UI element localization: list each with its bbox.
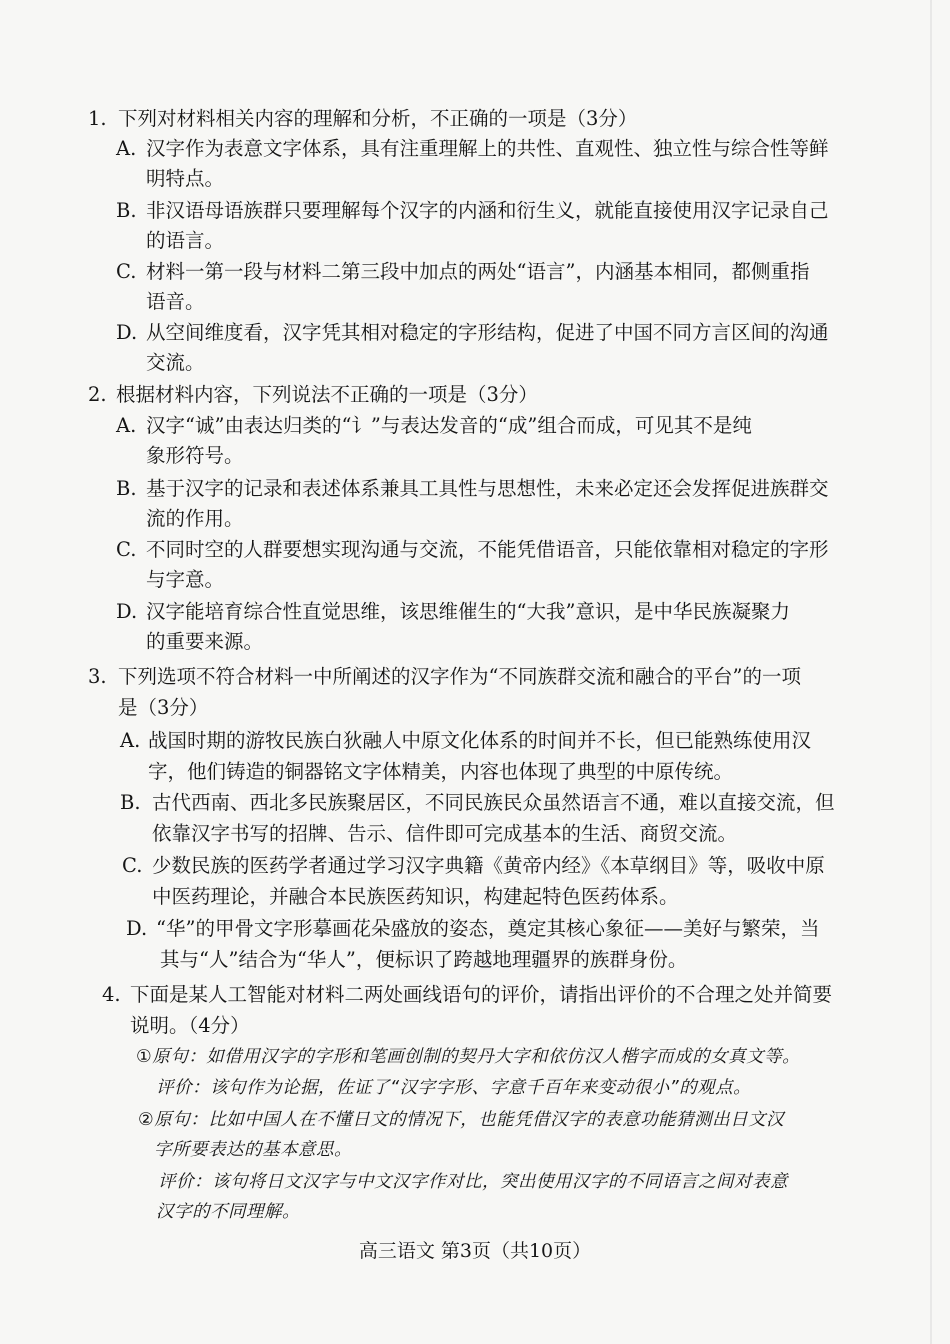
item-1-original: ①原句：如借用汉字的字形和笔画创制的契丹大字和依仿汉人楷字而成的女真文等。 [136,1047,801,1067]
option-text-cont: 交流。 [146,351,205,374]
option-text: 基于汉字的记录和表述体系兼具工具性与思想性，未来必定还会发挥促进族群交 [146,477,829,500]
question-number: 3. [88,665,107,688]
option-letter: D. [126,917,148,940]
item-2-evaluation-cont: 汉字的不同理解。 [156,1202,300,1222]
option-text: 古代西南、西北多民族聚居区，不同民族民众虽然语言不通，难以直接交流，但 [152,791,835,814]
option-text-cont: 象形符号。 [146,444,244,467]
option-letter: B. [120,791,141,814]
question-stem-cont: 说明。（4分） [130,1014,250,1037]
option-text: 从空间维度看，汉字凭其相对稳定的字形结构，促进了中国不同方言区间的沟通 [146,321,829,344]
option-letter: A. [116,137,137,160]
option-text: 非汉语母语族群只要理解每个汉字的内涵和衍生义，就能直接使用汉字记录自己 [146,199,829,222]
option-letter: D. [116,600,138,623]
scan-edge [930,0,932,1344]
question-stem: 下列对材料相关内容的理解和分析，不正确的一项是（3分） [118,107,638,130]
option-text: 材料一第一段与材料二第三段中加点的两处“语言”，内涵基本相同，都侧重指 [146,260,810,283]
option-letter: C. [122,854,143,877]
item-1-evaluation: 评价：该句作为论据，佐证了“汉字字形、字意千百年来变动很小”的观点。 [156,1078,752,1098]
question-number: 1. [88,107,107,130]
option-text-cont: 字，他们铸造的铜器铭文字体精美，内容也体现了典型的中原传统。 [148,760,734,783]
option-letter: A. [116,414,137,437]
option-letter: A. [120,729,141,752]
option-text: “华”的甲骨文字形摹画花朵盛放的姿态，奠定其核心象征——美好与繁荣，当 [156,917,820,940]
option-text: 战国时期的游牧民族白狄融人中原文化体系的时间并不长，但已能熟练使用汉 [148,729,812,752]
option-text-cont: 语音。 [146,290,205,313]
page-footer: 高三语文 第3页（共10页） [358,1240,592,1262]
option-text-cont: 依靠汉字书写的招牌、告示、信件即可完成基本的生活、商贸交流。 [152,822,738,845]
question-stem: 下面是某人工智能对材料二两处画线语句的评价，请指出评价的不合理之处并简要 [130,983,833,1006]
option-letter: B. [116,199,137,222]
option-text: 汉字能培育综合性直觉思维，该思维催生的“大我”意识，是中华民族凝聚力 [146,600,790,623]
option-text: 汉字“诚”由表达归类的“讠”与表达发音的“成”组合而成，可见其不是纯 [146,414,752,437]
question-number: 2. [88,383,107,406]
item-2-original-cont: 字所要表达的基本意思。 [154,1140,352,1160]
question-stem: 根据材料内容，下列说法不正确的一项是（3分） [116,383,538,406]
option-text-cont: 流的作用。 [146,507,244,530]
item-2-original: ②原句：比如中国人在不懂日文的情况下，也能凭借汉字的表意功能猜测出日文汉 [138,1110,785,1130]
option-text-cont: 的语言。 [146,229,225,252]
item-2-evaluation: 评价：该句将日文汉字与中文汉字作对比，突出使用汉字的不同语言之间对表意 [158,1172,788,1192]
option-text-cont: 与字意。 [146,568,225,591]
option-text: 汉字作为表意文字体系，具有注重理解上的共性、直观性、独立性与综合性等鲜 [146,137,829,160]
option-text-cont: 明特点。 [146,167,225,190]
question-stem-cont: 是（3分） [118,696,209,719]
option-letter: D. [116,321,138,344]
option-text-cont: 中医药理论，并融合本民族医药知识，构建起特色医药体系。 [152,885,679,908]
option-text: 不同时空的人群要想实现沟通与交流，不能凭借语音，只能依靠相对稳定的字形 [146,538,829,561]
option-letter: C. [116,538,137,561]
option-letter: C. [116,260,137,283]
question-stem: 下列选项不符合材料一中所阐述的汉字作为“不同族群交流和融合的平台”的一项 [118,665,801,688]
question-number: 4. [102,983,121,1006]
option-text: 少数民族的医药学者通过学习汉字典籍《黄帝内经》《本草纲目》等，吸收中原 [152,854,825,877]
option-text-cont: 其与“人”结合为“华人”，便标识了跨越地理疆界的族群身份。 [160,948,688,971]
option-letter: B. [116,477,137,500]
option-text-cont: 的重要来源。 [146,630,264,653]
